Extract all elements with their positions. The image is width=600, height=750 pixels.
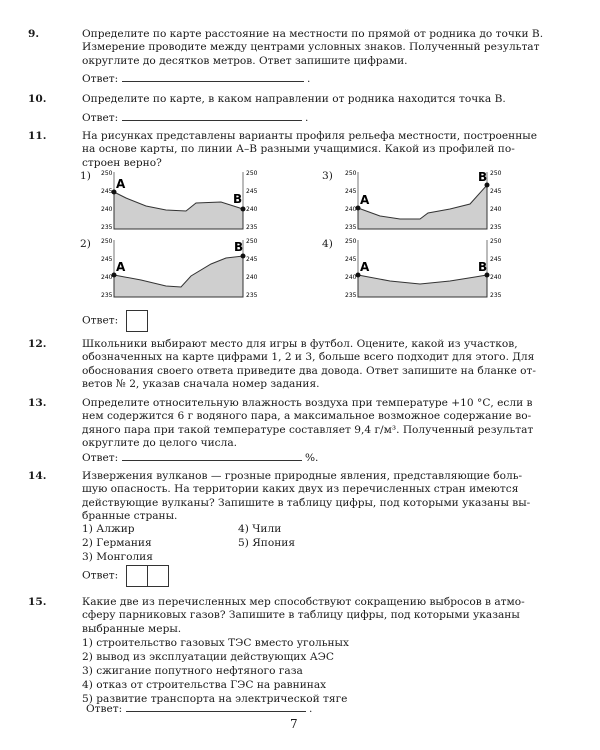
tick-label: 245: [101, 188, 113, 195]
question-10-text: [82, 93, 564, 106]
tick-label: 245: [101, 256, 113, 263]
tick-label: 235: [246, 224, 258, 231]
option-item: 1) Алжир: [82, 523, 135, 535]
answer-label: Ответ:: [82, 112, 119, 124]
tick-label: 250: [246, 170, 258, 177]
tick-label: 250: [345, 170, 357, 177]
tick-label: 250: [246, 238, 258, 245]
tick-label: 235: [101, 292, 113, 299]
question-13-line: округлите до целого числа.: [82, 437, 238, 450]
point-b-label: B: [478, 170, 488, 184]
profile-1-chart: [96, 166, 266, 236]
tick-label: 235: [101, 224, 113, 231]
answer-box[interactable]: [126, 310, 148, 332]
tick-label: 250: [490, 170, 502, 177]
tick-label: 245: [345, 256, 357, 263]
answer-label: Ответ:: [86, 703, 123, 715]
answer-field[interactable]: [122, 111, 302, 121]
question-14-answer: [82, 565, 169, 587]
tick-label: 235: [246, 292, 258, 299]
tick-label: 240: [345, 274, 357, 281]
question-15-line: Какие две из перечисленных мер способствуют сокращению выбросов в атмо-: [82, 596, 525, 608]
question-9-text: [82, 28, 564, 68]
question-9-number: 9.: [28, 28, 40, 40]
question-12-line: ветов № 2, указав сначала номер задания.: [82, 378, 320, 391]
tick-label: 240: [101, 274, 113, 281]
question-9-answer: [82, 72, 310, 86]
tick-label: 240: [490, 274, 502, 281]
page-number: 7: [290, 717, 298, 731]
question-13-line: дяного пара при такой температуре составляет 9,4 г/м³. Полученный результат: [82, 423, 534, 436]
question-12-number: 12.: [28, 338, 47, 350]
option-item: 2) вывод из эксплуатации действующих АЭС: [82, 651, 334, 663]
question-10-line: Определите по карте, в каком направлении от родника находится точка В.: [82, 93, 506, 105]
tick-label: 245: [490, 256, 502, 263]
profile-1-label: 1): [80, 170, 91, 182]
tick-label: 245: [246, 188, 258, 195]
option-item: 3) Монголия: [82, 551, 153, 563]
answer-label: Ответ:: [82, 314, 119, 327]
question-14-text: [82, 470, 564, 524]
tick-label: 235: [345, 224, 357, 231]
option-item: 5) Япония: [238, 537, 296, 549]
profile-4-chart: [340, 234, 510, 304]
point-b-label: B: [478, 260, 488, 274]
question-12-line: Школьники выбирают место для игры в футбол. Оцените, какой из участков,: [82, 338, 518, 350]
tick-label: 245: [490, 188, 502, 195]
option-item: 3) сжигание попутного нефтяного газа: [82, 665, 303, 677]
question-14-line: Извержения вулканов — грозные природные явления, представляющие боль-: [82, 470, 523, 482]
question-9-line: Измерение проводите между центрами условных знаков. Полученный результат: [82, 41, 540, 54]
answer-label: Ответ:: [82, 452, 119, 464]
answer-end: %.: [304, 452, 319, 464]
question-11-line: строен верно?: [82, 156, 162, 169]
tick-label: 240: [345, 206, 357, 213]
question-13-answer: [82, 451, 318, 465]
question-11-answer: [82, 310, 148, 332]
answer-field[interactable]: [122, 72, 304, 82]
question-15-number: 15.: [28, 596, 47, 608]
profile-2-chart: [96, 234, 266, 304]
question-11-number: 11.: [28, 130, 47, 142]
question-14-line: бранные страны.: [82, 510, 178, 523]
option-item: 4) отказ от строительства ГЭС на равнинах: [82, 679, 327, 691]
tick-label: 250: [490, 238, 502, 245]
answer-end: .: [306, 73, 311, 85]
question-14-line: действующие вулканы? Запишите в таблицу цифры, под которыми указаны вы-: [82, 496, 531, 509]
answer-end: .: [304, 112, 309, 124]
tick-label: 245: [345, 188, 357, 195]
tick-label: 235: [490, 224, 502, 231]
question-9-line: Определите по карте расстояние на местности по прямой от родника до точки В.: [82, 28, 544, 40]
question-13-text: [82, 397, 564, 451]
point-a-label: A: [116, 177, 126, 191]
question-10-answer: [82, 111, 308, 125]
profile-3-label: 3): [322, 170, 333, 182]
question-12-line: обозначенных на карте цифрами 1, 2 и 3, больше всего подходит для этого. Для: [82, 351, 535, 364]
question-14-line: шую опасность. На территории каких двух из перечисленных стран имеются: [82, 483, 519, 496]
question-15-line: выбранные меры.: [82, 622, 182, 635]
answer-end: .: [308, 703, 313, 715]
answer-field[interactable]: [126, 702, 306, 712]
tick-label: 250: [345, 238, 357, 245]
option-item: 1) строительство газовых ТЭС вместо угольных: [82, 637, 349, 649]
question-10-number: 10.: [28, 93, 47, 105]
tick-label: 240: [490, 206, 502, 213]
point-b-label: B: [233, 192, 243, 206]
tick-label: 245: [246, 256, 258, 263]
question-14-number: 14.: [28, 470, 47, 482]
tick-label: 240: [246, 206, 258, 213]
answer-field[interactable]: [122, 451, 302, 461]
point-a-label: A: [116, 260, 126, 274]
tick-label: 235: [490, 292, 502, 299]
question-11-text: [82, 130, 564, 170]
tick-label: 250: [101, 238, 113, 245]
tick-label: 240: [101, 206, 113, 213]
question-15-line: сферу парниковых газов? Запишите в таблицу цифры, под которыми указаны: [82, 609, 520, 622]
option-item: 2) Германия: [82, 537, 152, 549]
point-a-label: A: [360, 193, 370, 207]
question-13-line: Определите относительную влажность воздуха при температуре +10 °С, если в: [82, 397, 533, 409]
point-a-label: A: [360, 260, 370, 274]
question-13-line: нем содержится 6 г водяного пара, а максимальное возможное содержание во-: [82, 410, 532, 423]
question-11-line: На рисунках представлены варианты профиля рельефа местности, построенные: [82, 130, 537, 142]
option-item: 5) развитие транспорта на электрической тяге: [82, 693, 348, 705]
question-11-line: на основе карты, по линии А–В разными учащимися. Какой из профилей по-: [82, 143, 515, 156]
profile-4-label: 4): [322, 238, 333, 250]
profile-3-chart: [340, 166, 510, 236]
question-15-answer: [86, 702, 312, 716]
answer-box[interactable]: [147, 565, 169, 587]
question-13-number: 13.: [28, 397, 47, 409]
answer-label: Ответ:: [82, 569, 119, 582]
question-15-text: [82, 596, 564, 636]
point-b-label: B: [234, 240, 244, 254]
profile-2-label: 2): [80, 238, 91, 250]
answer-label: Ответ:: [82, 73, 119, 85]
tick-label: 235: [345, 292, 357, 299]
option-item: 4) Чили: [238, 523, 282, 535]
question-12-text: [82, 338, 564, 392]
answer-box[interactable]: [126, 565, 148, 587]
tick-label: 240: [246, 274, 258, 281]
question-12-line: обоснования своего ответа приведите два довода. Ответ запишите на бланке от-: [82, 364, 536, 377]
tick-label: 250: [101, 170, 113, 177]
question-9-line: округлите до десятков метров. Ответ запишите цифрами.: [82, 54, 408, 67]
